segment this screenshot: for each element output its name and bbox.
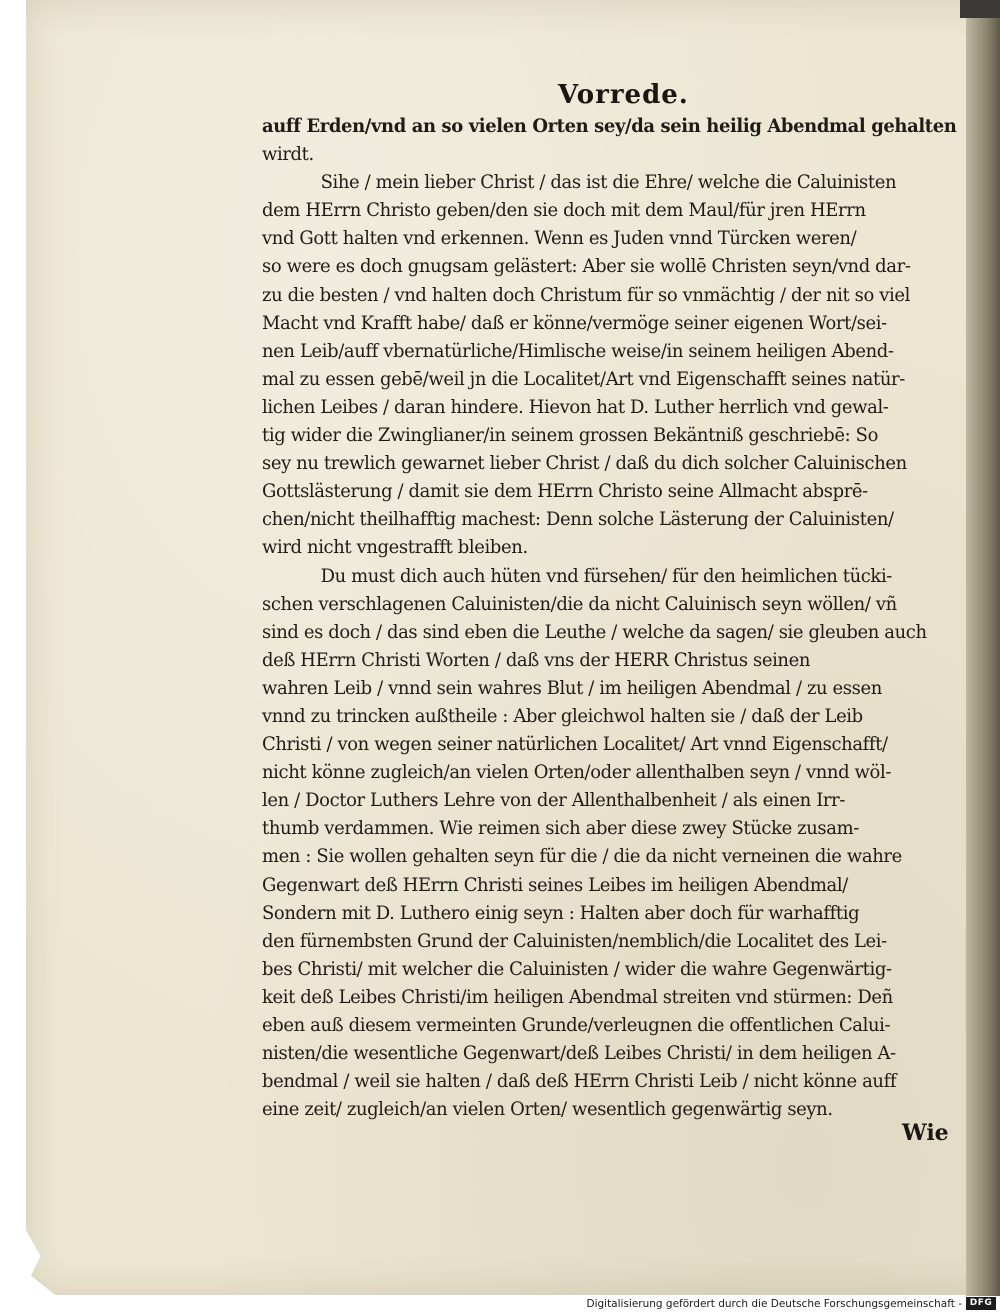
text-line: nicht könne zugleich/an vielen Orten/oder allenthalben seyn / vnnd wöl- bbox=[262, 761, 892, 784]
text-line: lichen Leibes / daran hindere. Hievon hat D. Luther herrlich vnd gewal- bbox=[262, 395, 889, 418]
text-line: wirdt. bbox=[262, 143, 314, 166]
text-line: mal zu essen gebē/weil jn die Localitet/Art vnd Eigenschafft seines natür- bbox=[262, 367, 905, 390]
text-line: eben auß diesem vermeinten Grunde/verleugnen die offentlichen Calui- bbox=[262, 1014, 891, 1036]
text-line: schen verschlagenen Caluinisten/die da nicht Caluinisch seyn wöllen/ vñ bbox=[262, 592, 897, 615]
text-line: so were es doch gnugsam gelästert: Aber sie wollē Christen seyn/vnd dar- bbox=[262, 255, 911, 278]
text-line: Macht vnd Krafft habe/ daß er könne/vermöge seiner eigenen Wort/sei- bbox=[262, 311, 887, 334]
text-line: eine zeit/ zugleich/an vielen Orten/ wesentlich gegenwärtig seyn. bbox=[262, 1098, 833, 1121]
text-line: den fürnembsten Grund der Caluinisten/nemblich/die Localitet des Lei- bbox=[262, 929, 887, 952]
catchword: Wie bbox=[902, 1120, 949, 1146]
dfg-logo: DFG bbox=[966, 1297, 996, 1310]
text-line: wird nicht vngestrafft bleiben. bbox=[262, 536, 528, 559]
book-binding-edge bbox=[966, 0, 1000, 1296]
text-line: bendmal / weil sie halten / daß deß HErrn Christi Leib / nicht könne auff bbox=[262, 1070, 897, 1093]
text-line: Sondern mit D. Luthero einig seyn : Halten aber doch für warhafftig bbox=[262, 901, 860, 924]
text-line: sey nu trewlich gewarnet lieber Christ / daß du dich solcher Caluinischen bbox=[262, 452, 907, 475]
text-line: nen Leib/auff vbernatürliche/Himlische weise/in seinem heiligen Abend- bbox=[262, 339, 894, 362]
text-line: nisten/die wesentliche Gegenwart/deß Leibes Christi/ in dem heiligen A- bbox=[262, 1042, 896, 1065]
text-line: zu die besten / vnd halten doch Christum für so vnmächtig / der nit so viel bbox=[262, 283, 911, 306]
text-line: sind es doch / das sind eben die Leuthe / welche da sagen/ sie gleuben auch bbox=[262, 620, 927, 643]
text-line: auff Erden/vnd an so vielen Orten sey/da sein heilig Abendmal gehalten bbox=[262, 115, 957, 137]
text-line: Sihe / mein lieber Christ / das ist die Ehre/ welche die Caluinisten bbox=[320, 171, 897, 194]
text-line: vnd Gott halten vnd erkennen. Wenn es Juden vnnd Türcken weren/ bbox=[262, 227, 857, 250]
text-line: dem HErrn Christo geben/den sie doch mit dem Maul/für jren HErrn bbox=[262, 199, 866, 222]
text-line: len / Doctor Luthers Lehre von der Allenthalbenheit / als einen Irr- bbox=[262, 789, 846, 812]
digitization-credit: Digitalisierung gefördert durch die Deutsche Forschungsgemeinschaft - bbox=[586, 1298, 962, 1310]
text-line: deß HErrn Christi Worten / daß vns der HERR Christus seinen bbox=[262, 648, 811, 671]
running-head: Vorrede. bbox=[558, 80, 689, 110]
text-line: Du must dich auch hüten vnd fürsehen/ für den heimlichen tücki- bbox=[320, 564, 893, 587]
page-text bbox=[262, 78, 957, 1123]
text-line: men : Sie wollen gehalten seyn für die / die da nicht verneinen die wahre bbox=[262, 845, 902, 868]
text-line: Christi / von wegen seiner natürlichen Localitet/ Art vnnd Eigenschafft/ bbox=[262, 733, 888, 756]
text-lines bbox=[262, 112, 957, 1123]
text-line: bes Christi/ mit welcher die Caluinisten / wider die wahre Gegenwärtig- bbox=[262, 957, 892, 980]
text-line: thumb verdammen. Wie reimen sich aber diese zwey Stücke zusam- bbox=[262, 817, 859, 840]
text-line: wahren Leib / vnnd sein wahres Blut / im heiligen Abendmal / zu essen bbox=[262, 676, 882, 699]
text-line: keit deß Leibes Christi/im heiligen Abendmal streiten vnd stürmen: Deñ bbox=[262, 985, 893, 1008]
text-line: tig wider die Zwinglianer/in seinem grossen Bekäntniß geschriebē: So bbox=[262, 424, 879, 447]
text-line: vnnd zu trincken außtheile : Aber gleichwol halten sie / daß der Leib bbox=[262, 704, 863, 727]
text-line: chen/nicht theilhafftig machest: Denn solche Lästerung der Caluinisten/ bbox=[262, 508, 894, 531]
text-line: Gottslästerung / damit sie dem HErrn Christo seine Allmacht absprē- bbox=[262, 480, 868, 503]
text-line: Gegenwart deß HErrn Christi seines Leibes im heiligen Abendmal/ bbox=[262, 873, 848, 896]
binding-corner bbox=[960, 0, 1000, 18]
